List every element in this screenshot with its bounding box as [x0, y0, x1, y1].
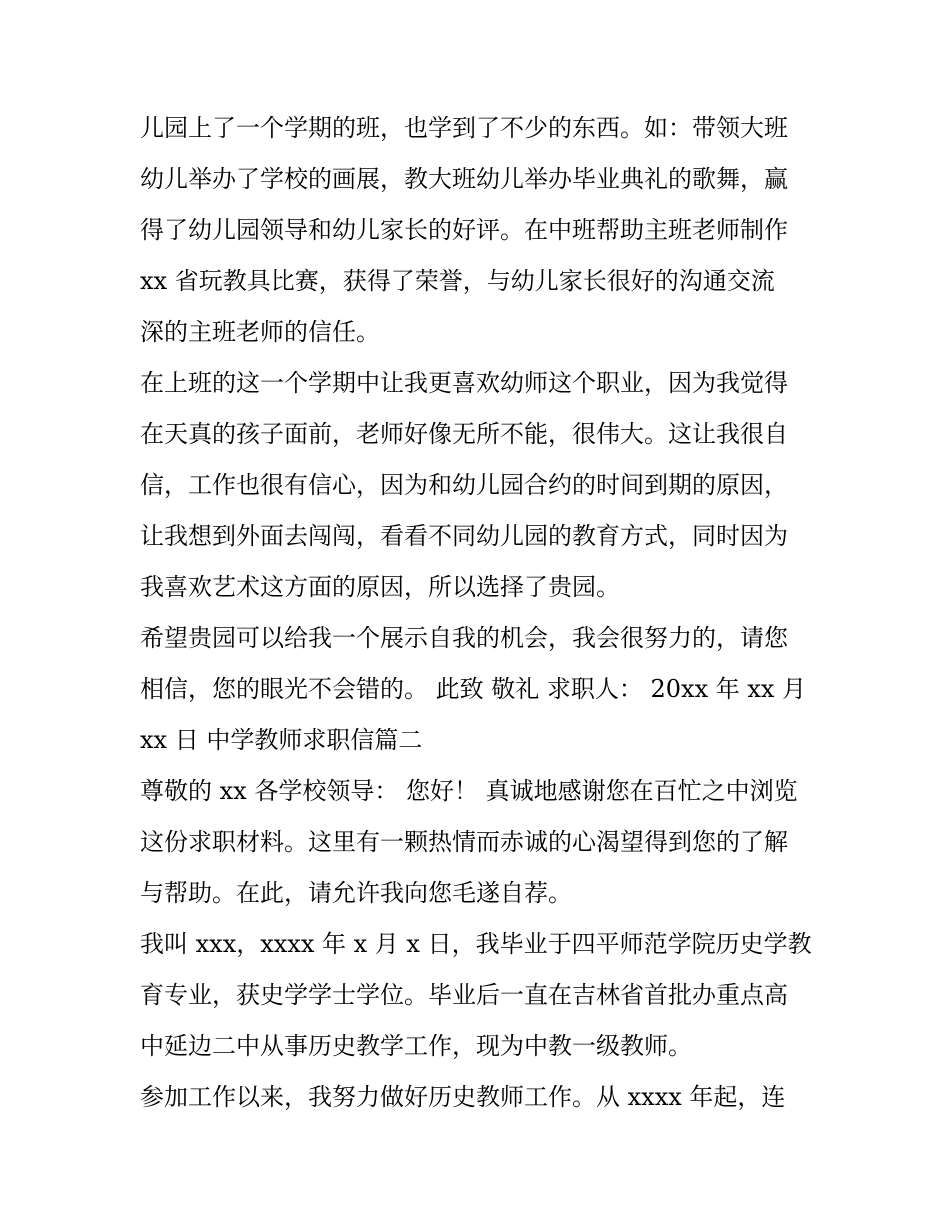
text-line: 尊敬的 xx 各学校领导： 您好！ 真诚地感谢您在百忙之中浏览	[140, 777, 798, 805]
text-line: 这份求职材料。这里有一颗热情而赤诚的心渴望得到您的了解	[140, 828, 788, 856]
text-line: xx 省玩教具比赛，获得了荣誉，与幼儿家长很好的沟通交流	[140, 267, 775, 295]
text-line: 在上班的这一个学期中让我更喜欢幼师这个职业，因为我觉得	[140, 369, 788, 397]
text-line: 育专业，获史学学士学位。毕业后一直在吉林省首批办重点高	[140, 981, 788, 1009]
text-line: 中延边二中从事历史教学工作，现为中教一级教师。	[140, 1032, 692, 1060]
document-body	[140, 103, 820, 1123]
text-line: 我叫 xxx，xxxx 年 x 月 x 日，我毕业于四平师范学院历史学教	[140, 930, 812, 958]
text-line: 信，工作也很有信心，因为和幼儿园合约的时间到期的原因，	[140, 471, 788, 499]
text-line: 与帮助。在此，请允许我向您毛遂自荐。	[140, 879, 572, 907]
text-line: xx 日 中学教师求职信篇二	[140, 726, 423, 754]
text-line: 我喜欢艺术这方面的原因，所以选择了贵园。	[140, 573, 620, 601]
text-line: 让我想到外面去闯闯，看看不同幼儿园的教育方式，同时因为	[140, 522, 788, 550]
text-line: 在天真的孩子面前，老师好像无所不能，很伟大。这让我很自	[140, 420, 788, 448]
text-line: 得了幼儿园领导和幼儿家长的好评。在中班帮助主班老师制作	[140, 216, 788, 244]
text-line: 幼儿举办了学校的画展，教大班幼儿举办毕业典礼的歌舞，赢	[140, 165, 788, 193]
text-line: 儿园上了一个学期的班，也学到了不少的东西。如：带领大班	[140, 114, 788, 142]
text-line: 希望贵园可以给我一个展示自我的机会，我会很努力的，请您	[140, 624, 788, 652]
text-line: 相信，您的眼光不会错的。 此致 敬礼 求职人： 20xx 年 xx 月	[140, 675, 807, 703]
text-line: 深的主班老师的信任。	[140, 318, 380, 346]
text-line: 参加工作以来，我努力做好历史教师工作。从 xxxx 年起，连	[140, 1083, 786, 1111]
